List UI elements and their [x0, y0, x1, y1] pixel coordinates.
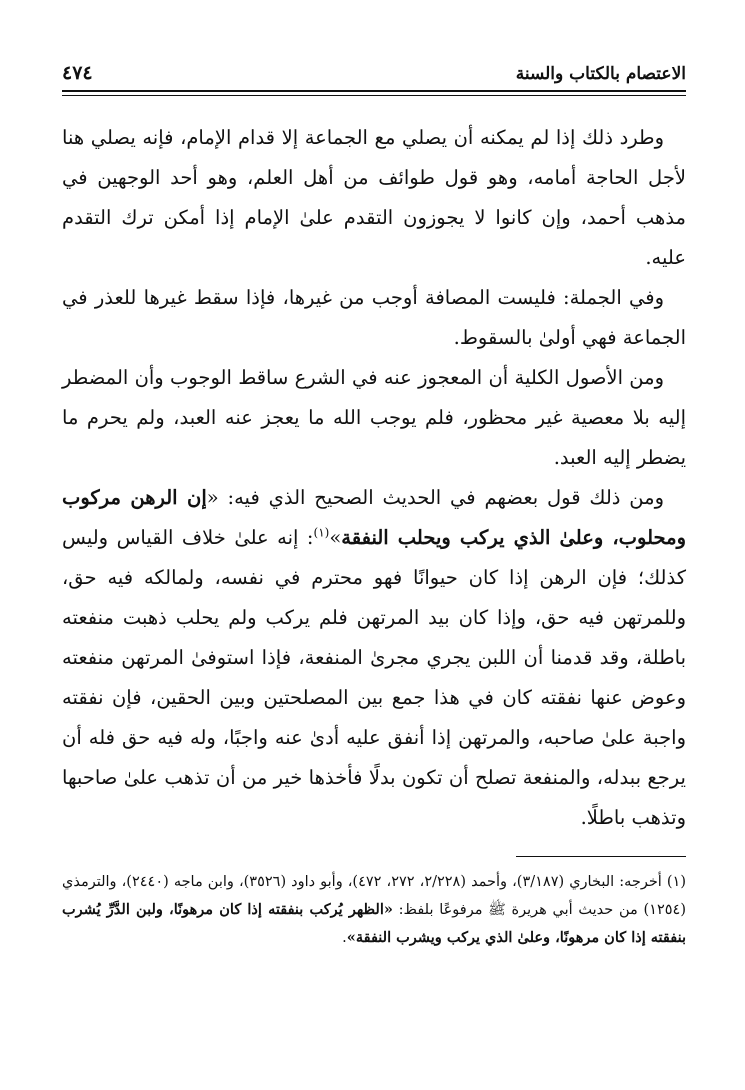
page-header	[62, 52, 686, 84]
running-title: الاعتصام بالكتاب والسنة	[515, 64, 686, 84]
page-number: ٤٧٤	[62, 62, 93, 84]
main-text	[62, 118, 686, 838]
paragraph: وفي الجملة: فليست المصافة أوجب من غيرها، فإذا سقط غيرها للعذر في الجماعة فهي أولىٰ بالسقوط.	[62, 286, 686, 349]
footnote-marker[interactable]: (١)	[313, 525, 330, 540]
hadith-quote: إن الرهن مركوب ومحلوب، وعلىٰ الذي يركب ويحلب النفقة	[62, 486, 686, 549]
footnote-end: .	[342, 930, 347, 946]
header-rule-thick	[62, 90, 686, 92]
paragraph-intro: ومن ذلك قول بعضهم في الحديث الصحيح الذي فيه: «	[206, 486, 664, 509]
footnote	[62, 869, 686, 952]
footnote-hadith-text: «الظهر يُركب بنفقته إذا كان مرهونًا، ولبن الدَّرِّ يُشرب بنفقته إذا كان مرهونًا، وعلىٰ الذي يركب ويشرب النفقة»	[62, 901, 686, 946]
paragraph-hadith	[62, 478, 686, 838]
paragraph: ومن الأصول الكلية أن المعجوز عنه في الشرع ساقط الوجوب وأن المضطر إليه بلا معصية غير محظور، فلم يوجب الله ما يعجز عنه العبد، ولم يحرم ما يضطر إليه العبد.	[62, 366, 686, 469]
book-page	[62, 52, 686, 1062]
header-rule-thin	[62, 95, 686, 96]
footnote-citation: (١) أخرجه: البخاري (٣/١٨٧)، وأحمد (٢/٢٢٨، ٢٧٢، ٤٧٢)، وأبو داود (٣٥٢٦)، وابن ماجه (٢٤٤٠)، والترمذي (١٢٥٤) من حديث أبي هريرة ﷺ مرفوعًا بلفظ:	[62, 874, 686, 918]
paragraph-continuation: : إنه علىٰ خلاف القياس وليس كذلك؛ فإن الرهن إذا كان حيوانًا فهو محترم في نفسه، ولمالكه فيه حق، وللمرتهن فيه حق، وإذا كان بيد المرتهن فلم يركب ولم يحلب ذهبت منفعته باطلة، وقد قدمنا أن اللبن يجري مجرىٰ المنفعة، فإذا استوفىٰ المرتهن منفعته وعوض عنها نفقته كان في هذا جمع بين المصلحتين وبين الحقين، فإن نفقته واجبة علىٰ صاحبه، والمرتهن إذا أنفق عليه أدىٰ عنه واجبًا، وله فيه حق فله أن يرجع ببدله، والمنفعة تصلح أن تكون بدلًا فأخذها خير من أن تذهب علىٰ صاحبها وتذهب باطلًا.	[62, 526, 686, 829]
footnote-text	[62, 869, 686, 952]
quote-close: »	[329, 526, 342, 549]
footnote-separator	[516, 856, 686, 857]
paragraph: وطرد ذلك إذا لم يمكنه أن يصلي مع الجماعة إلا قدام الإمام، فإنه يصلي هنا لأجل الحاجة أمامه، وهو قول طوائف من أهل العلم، وهو أحد الوجهين في مذهب أحمد، وإن كانوا لا يجوزون التقدم علىٰ الإمام إذا أمكن ترك التقدم عليه.	[62, 126, 686, 269]
